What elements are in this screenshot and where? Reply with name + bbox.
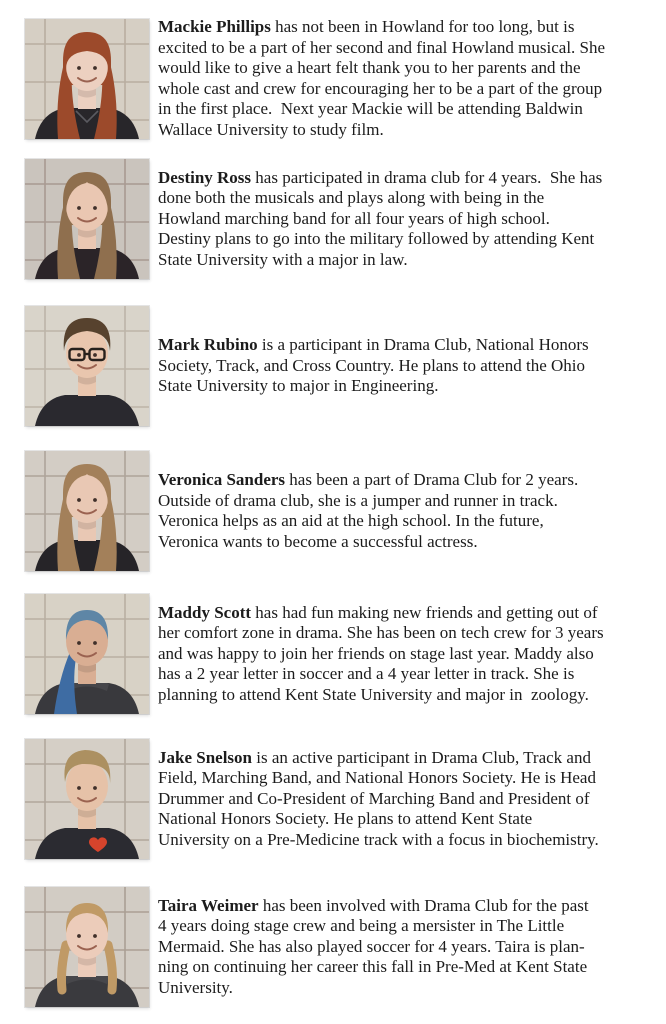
bio-line: and was happy to join her friends on stage last year. Maddy also bbox=[158, 643, 594, 663]
bio-line bbox=[158, 470, 578, 491]
bio-line: would like to give a heart felt thank you to her parents and the bbox=[158, 58, 581, 77]
student-portrait-illustration bbox=[25, 739, 149, 859]
student-bio bbox=[158, 335, 589, 397]
bio-line: National Honors Society. He plans to attend Kent State bbox=[158, 809, 533, 829]
bio-text: has been involved with Drama Club for the past bbox=[258, 895, 589, 915]
student-bio bbox=[158, 896, 589, 999]
bio-line: University on a Pre-Medicine track with a focus in biochemistry. bbox=[158, 829, 599, 849]
student-portrait-illustration bbox=[25, 887, 149, 1007]
student-bio bbox=[158, 470, 578, 552]
bio-text: has been a part of Drama Club for 2 years. bbox=[285, 470, 579, 489]
bio-line: State University with a major in law. bbox=[158, 249, 408, 269]
student-portrait-illustration bbox=[25, 306, 149, 426]
student-name: Jake Snelson bbox=[158, 747, 252, 767]
student-photo bbox=[25, 451, 149, 571]
student-photo bbox=[25, 306, 149, 426]
bio-text: has not been in Howland for too long, but is bbox=[270, 17, 575, 36]
bio-text: has participated in drama club for 4 years. She has bbox=[251, 167, 603, 187]
bio-line: has a 2 year letter in soccer and a 4 year letter in track. She is bbox=[158, 664, 575, 684]
bio-line: excited to be a part of her second and final Howland musical. She bbox=[158, 37, 606, 57]
student-name: Veronica Sanders bbox=[158, 470, 286, 489]
student-bio bbox=[158, 748, 599, 851]
bio-line: Drummer and Co-President of Marching Band and President of bbox=[158, 788, 590, 808]
bio-line bbox=[158, 335, 589, 356]
bio-line bbox=[158, 17, 605, 38]
student-name: Destiny Ross bbox=[158, 167, 252, 187]
bio-text: has had fun making new friends and getting out of bbox=[251, 602, 598, 622]
bio-line: Veronica wants to become a successful actress. bbox=[158, 531, 478, 551]
bio-line: University. bbox=[158, 977, 233, 997]
bio-line: in the first place. Next year Mackie will be attending Baldwin bbox=[158, 99, 583, 118]
student-portrait-illustration bbox=[25, 451, 149, 571]
student-name: Maddy Scott bbox=[158, 602, 252, 622]
bio-line: planning to attend Kent State University and major in zoology. bbox=[158, 684, 589, 704]
student-profile bbox=[25, 594, 604, 714]
bio-line bbox=[158, 168, 602, 189]
bio-text: is an active participant in Drama Club, Track and bbox=[252, 747, 591, 767]
bio-line: Wallace University to study film. bbox=[158, 119, 384, 139]
student-profile bbox=[25, 17, 605, 140]
student-portrait-illustration bbox=[25, 594, 149, 714]
bio-line bbox=[158, 896, 589, 917]
student-name: Mark Rubino bbox=[158, 335, 258, 355]
bio-line bbox=[158, 748, 599, 769]
bio-line: her comfort zone in drama. She has been on tech crew for 3 years bbox=[158, 623, 604, 643]
bio-line: Howland marching band for all four years of high school. bbox=[158, 208, 550, 228]
student-profile bbox=[25, 739, 599, 859]
student-profile bbox=[25, 887, 589, 1007]
bio-line: Veronica helps as an aid at the high school. In the future, bbox=[158, 511, 544, 530]
student-name: Mackie Phillips bbox=[158, 17, 271, 36]
student-photo bbox=[25, 739, 149, 859]
student-photo bbox=[25, 887, 149, 1007]
bio-line: Society, Track, and Cross Country. He plans to attend the Ohio bbox=[158, 355, 586, 375]
student-bio bbox=[158, 17, 605, 140]
bio-line: State University to major in Engineering. bbox=[158, 376, 439, 396]
student-bio bbox=[158, 603, 604, 706]
bio-line: Mermaid. She has also played soccer for 4 years. Taira is plan- bbox=[158, 936, 585, 956]
student-photo bbox=[25, 594, 149, 714]
bio-line: Destiny plans to go into the military followed by attending Kent bbox=[158, 229, 595, 249]
student-profile bbox=[25, 451, 578, 571]
bio-line: whole cast and crew for encouraging her to be a part of the group bbox=[158, 78, 603, 98]
student-photo bbox=[25, 159, 149, 279]
bio-line: 4 years doing stage crew and being a mersister in The Little bbox=[158, 916, 565, 936]
student-bio bbox=[158, 168, 602, 271]
bio-text: is a participant in Drama Club, National Honors bbox=[257, 335, 589, 355]
student-portrait-illustration bbox=[25, 19, 149, 139]
bio-line bbox=[158, 603, 604, 624]
bio-line: Field, Marching Band, and National Honors Society. He is Head bbox=[158, 768, 596, 788]
student-profile bbox=[25, 306, 589, 426]
bio-line: Outside of drama club, she is a jumper and runner in track. bbox=[158, 490, 558, 510]
bio-line: ning on continuing her career this fall in Pre-Med at Kent State bbox=[158, 957, 588, 977]
student-portrait-illustration bbox=[25, 159, 149, 279]
student-photo bbox=[25, 19, 149, 139]
face bbox=[66, 761, 108, 811]
bio-line: done both the musicals and plays along with being in the bbox=[158, 188, 545, 208]
student-profile bbox=[25, 159, 602, 279]
student-name: Taira Weimer bbox=[158, 895, 259, 915]
